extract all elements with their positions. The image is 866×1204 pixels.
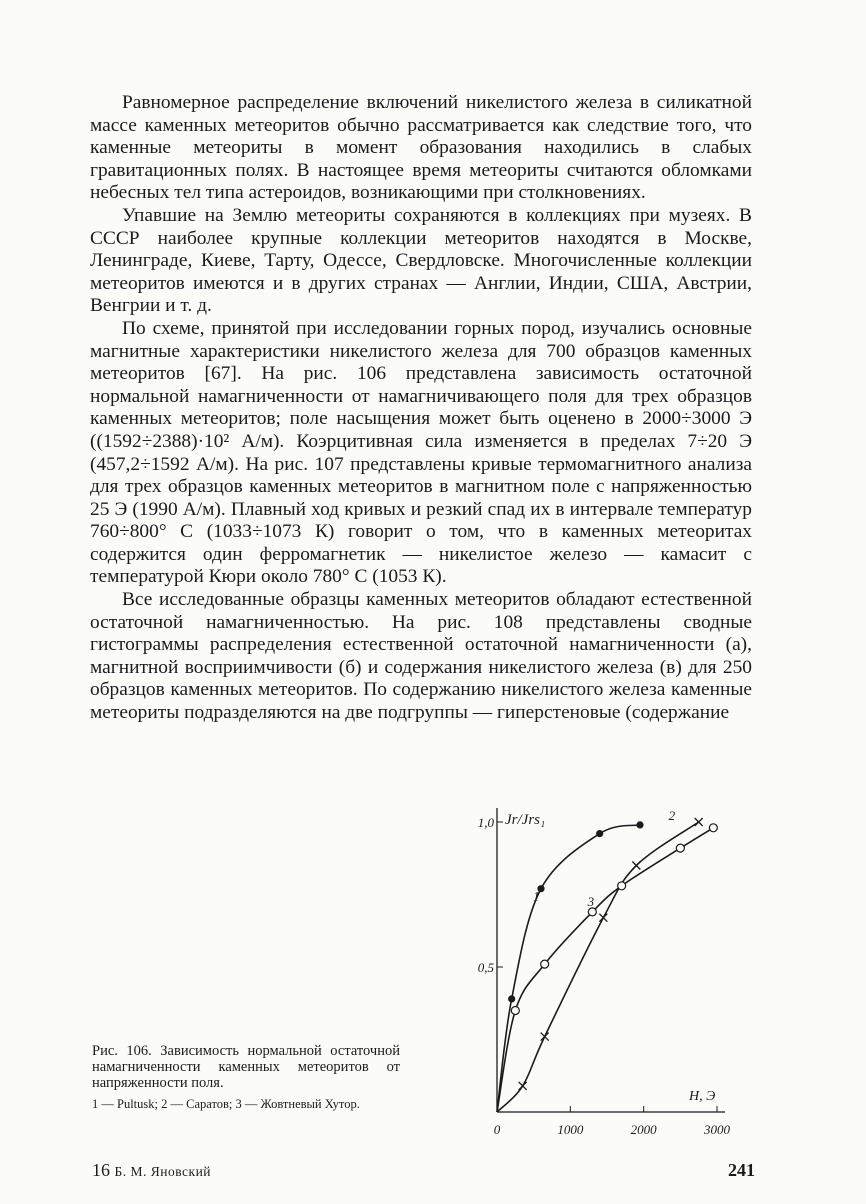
series-2-point [695,818,703,826]
y-tick-label: 0,5 [477,960,494,975]
series-3-point [541,960,549,968]
series-2-point [632,862,640,870]
series-2-point [599,914,607,922]
series-2-label: 2 [668,808,676,823]
x-axis-label: H, Э [689,1089,716,1104]
figure-caption [92,1043,400,1111]
paragraph-3: По схеме, принятой при исследовании горных пород, изучались основные магнитные характеристики никелистого железа для 700 образцов каменных метеоритов [67]. На рис. 106 представлена зависимость остаточной нормальной намагниченности от намагничивающего поля для трех образцов каменных метеоритов; поле насыщения может быть оценено в 2000÷3000 Э ((1592÷2388)·10² А/м). Коэрцитивная сила изменяется в пределах 7÷20 Э (457,2÷1592 А/м). На рис. 107 представлены кривые термомагнитного анализа для трех образцов каменных метеоритов в магнитном поле с напряженностью 25 Э (1990 А/м). Плавный ход кривых и резкий спад их в интервале температур 760÷800° С (1033÷1073 К) говорит о том, что в каменных метеоритах содержится один ферромагнетик — никелистое железо — камасит с температурой Кюри около 780° С (1053 К). [90,317,752,588]
footer-left [92,1160,211,1181]
y-axis-label: Jr/Jrs₁ [505,812,546,828]
series-3-point [511,1007,519,1015]
paragraph-1: Равномерное распределение включений никелистого железа в силикатной массе каменных метеоритов обычно рассматривается как следствие того, что каменные метеориты в момент образования находились в слабых гравитационных полях. В настоящее время метеориты считаются обломками небесных тел типа астероидов, возникающими при столкновениях. [90,92,752,204]
figure-106 [455,800,755,1145]
series-3-point [618,882,626,890]
series-2-point [519,1082,527,1090]
series-1-point [636,821,643,828]
chart-svg [455,800,755,1145]
series-1-line [497,825,640,1112]
series-3-point [588,908,596,916]
chart-labels [505,808,715,1104]
caption-legend: 1 — Pultusk; 2 — Саратов; 3 — Жовтневый Хутор. [92,1097,360,1111]
caption-main: Рис. 106. Зависимость нормальной остаточной намагниченности каменных метеоритов от напряженности поля. [92,1043,400,1091]
footer-page-left: 16 [92,1160,110,1180]
series-2-point [541,1033,549,1041]
series-2-line [497,822,699,1112]
body-text [90,92,752,725]
x-tick-label: 1000 [557,1122,584,1137]
paragraph-4: Все исследованные образцы каменных метеоритов обладают естественной остаточной намагниченностью. На рис. 108 представлены сводные гистограммы распределения естественной остаточной намагниченности (а), магнитной восприимчивости (б) и содержания никелистого железа (в) для 250 образцов каменных метеоритов. По содержанию никелистого железа каменные метеориты подразделяются на две подгруппы — гиперстеновые (содержание [90,589,752,724]
page-number: 241 [728,1160,755,1180]
series-3-line [497,828,716,1112]
x-tick-label: 0 [493,1122,501,1137]
series-3-point [676,844,684,852]
series-3-label: 3 [587,893,595,909]
y-tick-label: 1,0 [477,815,494,830]
series-3-point [709,824,717,832]
paragraph-2: Упавшие на Землю метеориты сохраняются в коллекциях при музеях. В СССР наиболее крупные коллекции метеоритов находятся в Москве, Ленинграде, Киеве, Тарту, Одессе, Свердловске. Многочисленные коллекции метеоритов имеются и в других странах — Англии, Индии, США, Австрии, Венгрии и т. д. [90,204,752,317]
series-1-point [596,830,603,837]
series-1-point [508,995,515,1002]
x-tick-label: 3000 [704,1122,730,1137]
running-head: Б. М. Яновский [114,1164,212,1179]
chart-series-lines [497,822,716,1112]
series-1-label: 1 [533,888,540,904]
x-tick-label: 2000 [630,1122,657,1137]
